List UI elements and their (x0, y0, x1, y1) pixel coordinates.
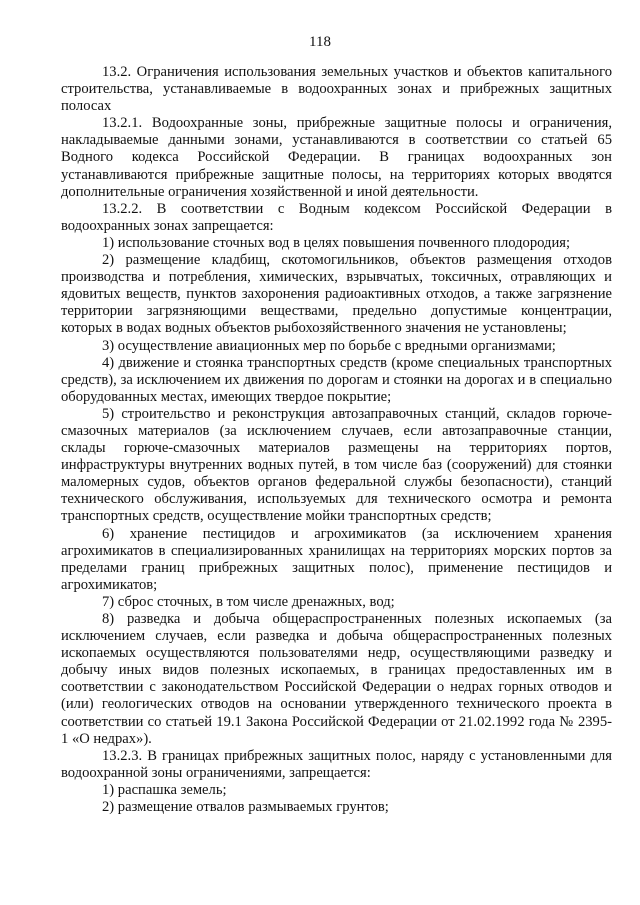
list-item-1: 1) использование сточных вод в целях повышения почвенного плодородия; (102, 234, 571, 251)
list-item-1-coastal: 1) распашка земель; (102, 781, 227, 798)
list-item-2: 2) размещение кладбищ, скотомогильников, объектов размещения отходов производства и потребления, химических, взрывчатых, токсичных, отравляющих и ядовитых веществ, пунктов захоронения радиоактивных отходов, а также загрязнение территории загрязняющими веществами, предельно допустимые концентрации, которых в водах водных объектов рыбохозяйственного значения не установлены; (61, 252, 612, 337)
section-heading-13-2: 13.2. Ограничения использования земельных участков и объектов капитального строительства, устанавливаемые в водоохранных зонах и прибрежных защитных полосах (61, 64, 612, 115)
paragraph-13-2-2: 13.2.2. В соответствии с Водным кодексом Российской Федерации в водоохранных зонах запрещается: (61, 200, 612, 234)
document-body (61, 64, 612, 816)
paragraph-13-2-1: 13.2.1. Водоохранные зоны, прибрежные защитные полосы и ограничения, накладываемые данными зонами, устанавливаются в соответствии со статьей 65 Водного кодекса Российской Федерации. В границах водоохранных зон устанавливаются прибрежные защитные полосы, на территориях которых вводятся дополнительные ограничения хозяйственной и иной деятельности. (61, 115, 612, 200)
list-item-5: 5) строительство и реконструкция автозаправочных станций, складов горюче-смазочных материалов (за исключением случаев, если автозаправочные станции, склады горюче-смазочных материалов размещены на территориях портов, инфраструктуры внутренних водных путей, в том числе баз (сооружений) для стоянки маломерных судов, объектов органов федеральной службы безопасности), станций технического обслуживания, используемых для технического осмотра и ремонта транспортных средств, осуществление мойки транспортных средств; (61, 405, 612, 525)
paragraph-13-2-3: 13.2.3. В границах прибрежных защитных полос, наряду с установленными для водоохранной зоны ограничениями, запрещается: (61, 747, 612, 781)
list-item-3: 3) осуществление авиационных мер по борьбе с вредными организмами; (102, 337, 556, 354)
page-number: 118 (309, 34, 331, 50)
list-item-8: 8) разведка и добыча общераспространенных полезных ископаемых (за исключением случаев, если разведка и добыча общераспространенных полезных ископаемых осуществляются пользователями недр, осуществляющими разведку и добычу иных видов полезных ископаемых, в границах предоставленных им в соответствии с законодательством Российской Федерации о недрах горных отводов и (или) геологических отводов на основании утвержденного технического проекта в соответствии со статьей 19.1 Закона Российской Федерации от 21.02.1992 года № 2395-1 «О недрах»). (61, 611, 612, 747)
list-item-2-coastal: 2) размещение отвалов размываемых грунтов; (102, 799, 389, 816)
list-item-7: 7) сброс сточных, в том числе дренажных, вод; (102, 593, 395, 610)
list-item-4: 4) движение и стоянка транспортных средств (кроме специальных транспортных средств), за исключением их движения по дорогам и стоянки на дорогах и в специально оборудованных местах, имеющих твердое покрытие; (61, 354, 612, 405)
list-item-6: 6) хранение пестицидов и агрохимикатов (за исключением хранения агрохимикатов в специализированных хранилищах на территориях морских портов за пределами границ прибрежных защитных полос), применение пестицидов и агрохимикатов; (61, 525, 612, 593)
